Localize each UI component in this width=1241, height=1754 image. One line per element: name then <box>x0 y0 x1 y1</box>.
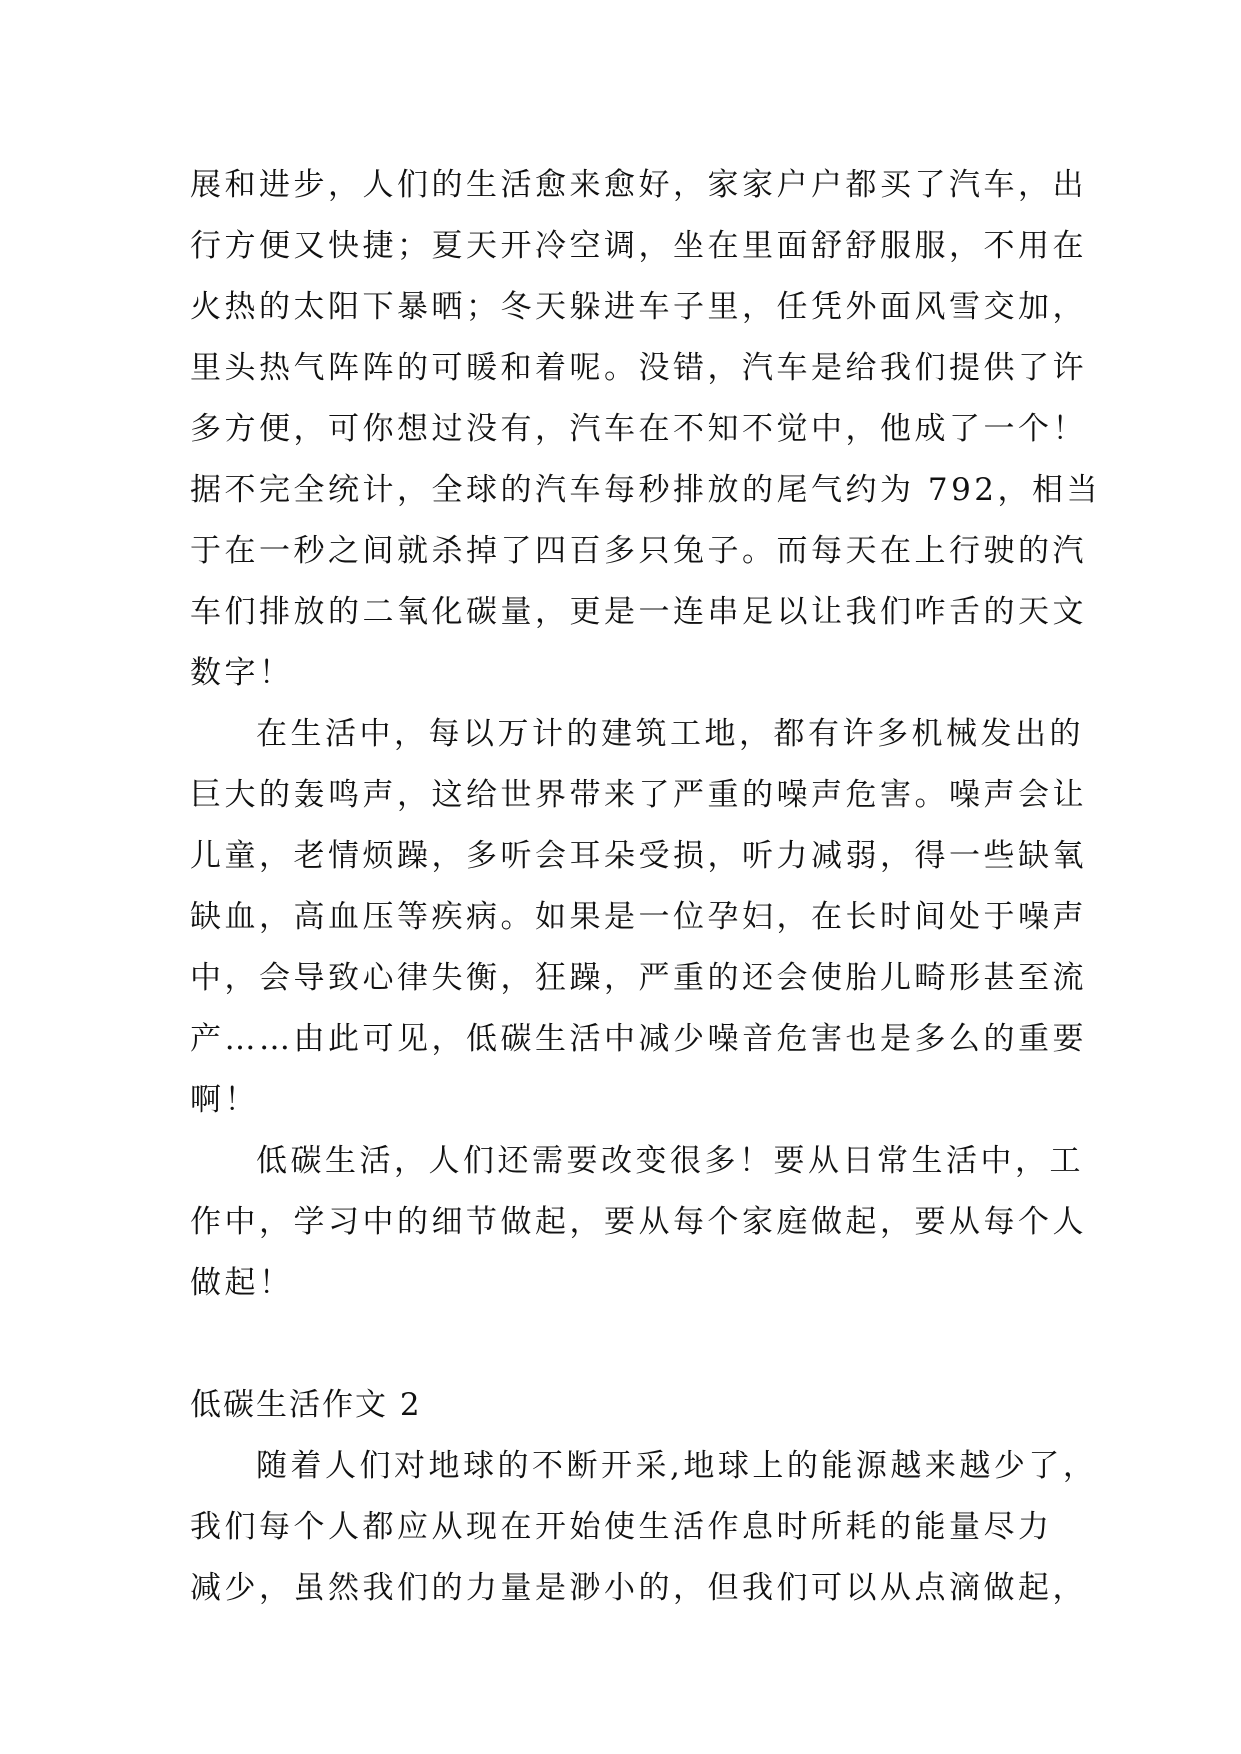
paragraph-line: 里头热气阵阵的可暖和着呢。没错，汽车是给我们提供了许 <box>190 350 1087 386</box>
paragraph-line: 缺血，高血压等疾病。如果是一位孕妇，在长时间处于噪声 <box>190 899 1087 935</box>
paragraph-line: 做起！ <box>190 1265 294 1301</box>
spacer <box>190 1314 1070 1375</box>
paragraph-2 <box>190 704 1087 1131</box>
section-2 <box>190 1375 1098 1619</box>
paragraph-line: 减少，虽然我们的力量是渺小的，但我们可以从点滴做起， <box>190 1570 1087 1606</box>
paragraph-line: 巨大的轰鸣声，这给世界带来了严重的噪声危害。噪声会让 <box>190 777 1087 813</box>
paragraph-line: 我们每个人都应从现在开始使生活作息时所耗的能量尽力 <box>190 1509 1053 1545</box>
paragraph-line: 作中，学习中的细节做起，要从每个家庭做起，要从每个人 <box>190 1204 1087 1240</box>
paragraph-line: 于在一秒之间就杀掉了四百多只兔子。而每天在上行驶的汽 <box>190 533 1087 569</box>
paragraph-line: 据不完全统计，全球的汽车每秒排放的尾气约为 792，相当 <box>190 472 1102 508</box>
paragraph-line: 在生活中，每以万计的建筑工地，都有许多机械发出的 <box>256 716 1084 752</box>
paragraph-line: 多方便，可你想过没有，汽车在不知不觉中，他成了一个！ <box>190 411 1087 447</box>
paragraph-line: 啊！ <box>190 1082 259 1118</box>
paragraph-line: 低碳生活，人们还需要改变很多！要从日常生活中，工 <box>256 1143 1084 1179</box>
paragraph-line: 中，会导致心律失衡，狂躁，严重的还会使胎儿畸形甚至流 <box>190 960 1087 996</box>
paragraph-line: 数字！ <box>190 655 294 691</box>
document-page <box>190 155 1102 1619</box>
paragraph-line: 儿童，老情烦躁，多听会耳朵受损，听力减弱，得一些缺氧 <box>190 838 1087 874</box>
paragraph-3 <box>190 1131 1087 1314</box>
paragraph-line: 展和进步，人们的生活愈来愈好，家家户户都买了汽车，出 <box>190 167 1087 203</box>
paragraph-line: 产……由此可见，低碳生活中减少噪音危害也是多么的重要 <box>190 1021 1087 1057</box>
section-title: 低碳生活作文 2 <box>190 1387 422 1423</box>
paragraph-line: 随着人们对地球的不断开采,地球上的能源越来越少了， <box>256 1448 1098 1484</box>
paragraph-line: 行方便又快捷；夏天开冷空调，坐在里面舒舒服服，不用在 <box>190 228 1087 264</box>
paragraph-line: 车们排放的二氧化碳量，更是一连串足以让我们咋舌的天文 <box>190 594 1087 630</box>
paragraph-1 <box>190 155 1102 704</box>
paragraph-line: 火热的太阳下暴晒；冬天躲进车子里，任凭外面风雪交加， <box>190 289 1087 325</box>
